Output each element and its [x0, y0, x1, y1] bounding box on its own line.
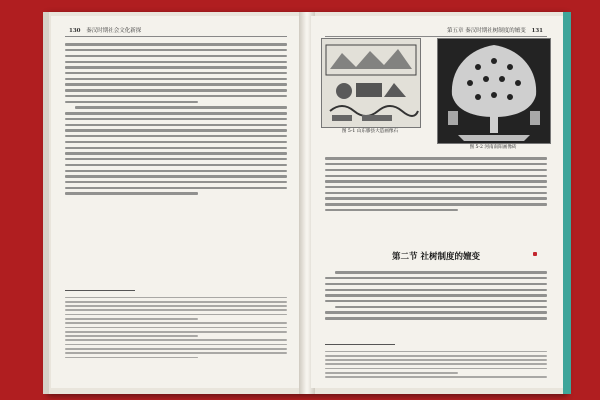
page-number: 131: [531, 28, 543, 34]
right-page: [311, 16, 563, 388]
left-footnotes: [65, 294, 287, 361]
figure-5-1-rubbing: [321, 38, 421, 128]
footnote-rule: [325, 344, 395, 345]
red-marker: [533, 252, 537, 256]
figure-5-2-rubbing: [437, 38, 551, 144]
right-footnotes: [325, 348, 547, 381]
book-cover-edge: [563, 12, 571, 394]
open-book: [47, 12, 567, 394]
page-number: 130: [69, 28, 81, 34]
left-body-text: [65, 40, 287, 198]
right-page-header: [325, 26, 547, 37]
tree-relief-illustration: [438, 39, 550, 143]
footnote-rule: [65, 290, 135, 291]
stone-relief-illustration: [322, 39, 420, 127]
left-page: [51, 16, 303, 388]
left-page-header: [65, 26, 287, 37]
running-title: 秦汉时期社会文化新探: [86, 28, 142, 34]
section-heading: 第二节 社树制度的嬗变: [392, 252, 480, 262]
figure-5-1-caption: 图 5-1 山东滕县大造画像石: [341, 129, 399, 134]
running-title: 第五章 秦汉时期社树制度的嬗变: [447, 28, 526, 34]
right-body-text-upper: [325, 154, 547, 215]
book-edge: [43, 12, 49, 394]
figure-5-2-caption: 图 5-2 河南南阳画像砖: [469, 145, 517, 150]
right-body-text-lower: [325, 268, 547, 323]
